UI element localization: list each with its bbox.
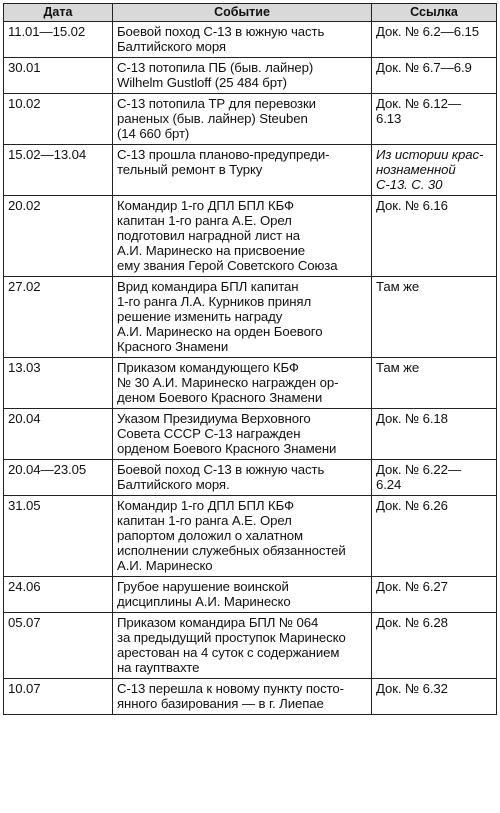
- table-row: [4, 679, 497, 715]
- row-event: Врид командира БПЛ капитан 1-го ранга Л.А. Курников принял решение изменить награду А.И. Маринеско на орден Боевого Красного Знамени: [113, 277, 372, 358]
- row-event: Командир 1-го ДПЛ БПЛ КБФ капитан 1-го ранга А.Е. Орел подготовил наградной лист на А.И. Маринеско на присвоение ему звания Герой Советского Союза: [113, 196, 372, 277]
- row-event: Указом Президиума Верховного Совета СССР С-13 награжден орденом Боевого Красного Знамени: [113, 409, 372, 460]
- row-event: Командир 1-го ДПЛ БПЛ КБФ капитан 1-го ранга А.Е. Орел рапортом доложил о халатном исполнении служебных обязанностей А.И. Маринеско: [113, 496, 372, 577]
- row-reference: Док. № 6.32: [372, 679, 497, 715]
- row-reference: Док. № 6.2—6.15: [372, 22, 497, 58]
- row-event: С-13 прошла планово-предупреди- тельный ремонт в Турку: [113, 145, 372, 196]
- table-row: [4, 460, 497, 496]
- row-date: 20.02: [4, 196, 113, 277]
- table-row: [4, 94, 497, 145]
- table-row: [4, 277, 497, 358]
- row-event: Приказом командующего КБФ № 30 А.И. Маринеско награжден ор- деном Боевого Красного Знамени: [113, 358, 372, 409]
- row-event: С-13 перешла к новому пункту посто- янного базирования — в г. Лиепае: [113, 679, 372, 715]
- row-reference: Док. № 6.16: [372, 196, 497, 277]
- row-reference: Док. № 6.22— 6.24: [372, 460, 497, 496]
- row-date: 24.06: [4, 577, 113, 613]
- table-row: [4, 613, 497, 679]
- row-event: Приказом командира БПЛ № 064 за предыдущий проступок Маринеско арестован на 4 суток с содержанием на гауптвахте: [113, 613, 372, 679]
- header-ref: Ссылка: [372, 4, 497, 22]
- chronology-table: [3, 3, 497, 715]
- table-row: [4, 358, 497, 409]
- row-reference: Док. № 6.26: [372, 496, 497, 577]
- header-date: Дата: [4, 4, 113, 22]
- row-reference: Док. № 6.7—6.9: [372, 58, 497, 94]
- row-date: 10.02: [4, 94, 113, 145]
- row-event: С-13 потопила ТР для перевозки раненых (быв. лайнер) Steuben (14 660 брт): [113, 94, 372, 145]
- header-row: [4, 4, 497, 22]
- row-reference: Док. № 6.28: [372, 613, 497, 679]
- row-date: 10.07: [4, 679, 113, 715]
- header-event: Событие: [113, 4, 372, 22]
- table-body: [4, 22, 497, 715]
- row-reference: Там же: [372, 358, 497, 409]
- row-event: Боевой поход С-13 в южную часть Балтийского моря.: [113, 460, 372, 496]
- table-row: [4, 577, 497, 613]
- row-date: 20.04—23.05: [4, 460, 113, 496]
- table-row: [4, 196, 497, 277]
- row-date: 27.02: [4, 277, 113, 358]
- row-date: 31.05: [4, 496, 113, 577]
- row-event: Боевой поход С-13 в южную часть Балтийского моря: [113, 22, 372, 58]
- row-date: 05.07: [4, 613, 113, 679]
- row-reference: Док. № 6.12— 6.13: [372, 94, 497, 145]
- row-date: 11.01—15.02: [4, 22, 113, 58]
- table-row: [4, 58, 497, 94]
- row-date: 30.01: [4, 58, 113, 94]
- table-row: [4, 409, 497, 460]
- row-reference: Док. № 6.18: [372, 409, 497, 460]
- table-header: [4, 4, 497, 22]
- row-event: С-13 потопила ПБ (быв. лайнер) Wilhelm Gustloff (25 484 брт): [113, 58, 372, 94]
- row-date: 13.03: [4, 358, 113, 409]
- row-date: 20.04: [4, 409, 113, 460]
- row-reference: Док. № 6.27: [372, 577, 497, 613]
- table-row: [4, 22, 497, 58]
- row-reference: Из истории крас- нознаменной С-13. С. 30: [372, 145, 497, 196]
- table-row: [4, 145, 497, 196]
- row-reference: Там же: [372, 277, 497, 358]
- row-date: 15.02—13.04: [4, 145, 113, 196]
- table-row: [4, 496, 497, 577]
- row-event: Грубое нарушение воинской дисциплины А.И. Маринеско: [113, 577, 372, 613]
